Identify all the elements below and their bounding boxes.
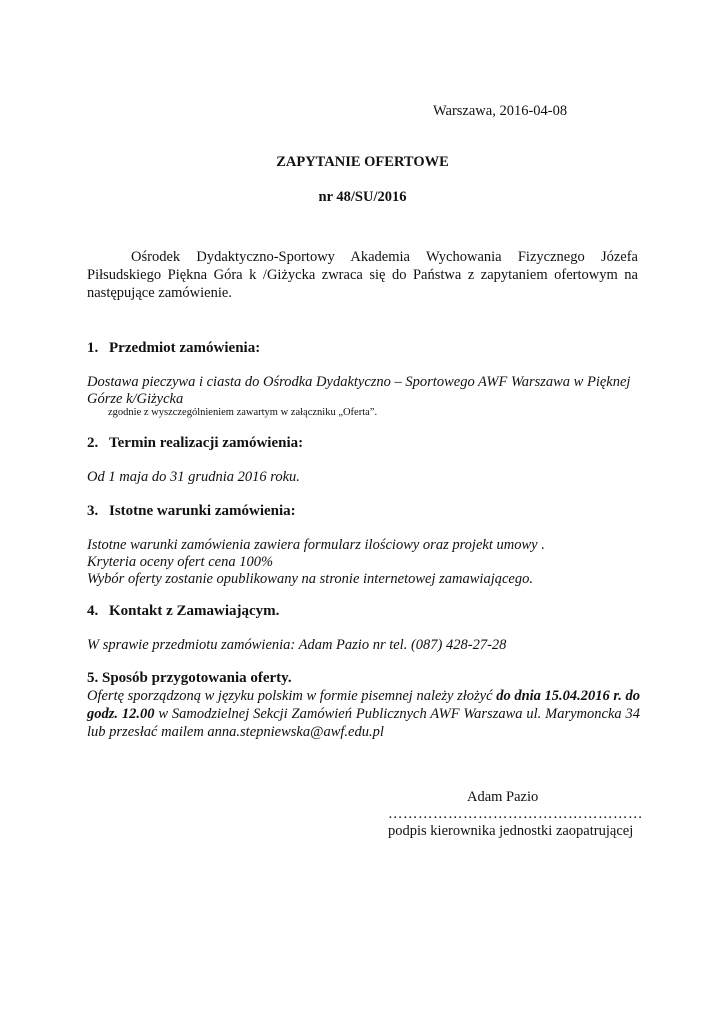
section-4-number: 4. bbox=[87, 603, 99, 619]
section-5-heading: 5. Sposób przygotowania oferty. bbox=[87, 670, 292, 686]
section-4-text: W sprawie przedmiotu zamówienia: Adam Pazio nr tel. (087) 428-27-28 bbox=[87, 637, 507, 653]
section-2-text: Od 1 maja do 31 grudnia 2016 roku. bbox=[87, 469, 300, 485]
section-4-title: Kontakt z Zamawiającym. bbox=[109, 603, 280, 619]
section-1-heading bbox=[87, 339, 260, 357]
section-5-deadline: do dnia 15.04.2016 r. do godz. 12.00 bbox=[87, 688, 641, 722]
section-2-title: Termin realizacji zamówienia: bbox=[109, 435, 304, 451]
intro-paragraph bbox=[87, 248, 638, 302]
section-3-line-3: Wybór oferty zostanie opublikowany na stronie internetowej zamawiającego. bbox=[87, 571, 533, 587]
signature-role: podpis kierownika jednostki zaopatrującej bbox=[388, 823, 634, 839]
section-1-line-1: Dostawa pieczywa i ciasta do Ośrodka Dydaktyczno – Sportowego AWF Warszawa w Pięknej bbox=[87, 374, 631, 390]
section-5-text bbox=[87, 687, 640, 741]
section-3-number: 3. bbox=[87, 503, 99, 519]
section-3-line-1: Istotne warunki zamówienia zawiera formularz ilościowy oraz projekt umowy . bbox=[87, 537, 545, 553]
section-5-text-b: w Samodzielnej Sekcji Zamówień Publicznych AWF Warszawa ul. Marymoncka 34 lub przesłać mailem anna.stepniewska@awf.edu.pl bbox=[87, 706, 640, 740]
section-3-line-2: Kryteria oceny ofert cena 100% bbox=[87, 554, 274, 570]
section-3-heading bbox=[87, 502, 296, 520]
section-5-text-a: Ofertę sporządzoną w języku polskim w formie pisemnej należy złożyć bbox=[87, 688, 497, 704]
section-1-title: Przedmiot zamówienia: bbox=[109, 340, 261, 356]
signature-line: …………………………………………… bbox=[388, 806, 643, 822]
document-date: Warszawa, 2016-04-08 bbox=[433, 103, 568, 119]
section-2-number: 2. bbox=[87, 435, 99, 451]
section-2-heading bbox=[87, 434, 303, 452]
document-number: nr 48/SU/2016 bbox=[318, 189, 407, 205]
section-1-line-2: Górze k/Giżycka bbox=[87, 391, 184, 407]
signature-name: Adam Pazio bbox=[467, 789, 539, 805]
document-title: ZAPYTANIE OFERTOWE bbox=[276, 154, 449, 170]
section-1-note: zgodnie z wyszczególnieniem zawartym w załączniku „Oferta”. bbox=[108, 407, 378, 418]
intro-text: Ośrodek Dydaktyczno-Sportowy Akademia Wychowania Fizycznego Józefa Piłsudskiego Piękna Góra k /Giżycka zwraca się do Państwa z zapytaniem ofertowym na następujące zamówienie. bbox=[87, 249, 638, 301]
section-3-title: Istotne warunki zamówienia: bbox=[109, 503, 296, 519]
section-1-number: 1. bbox=[87, 340, 99, 356]
section-4-heading bbox=[87, 602, 279, 620]
